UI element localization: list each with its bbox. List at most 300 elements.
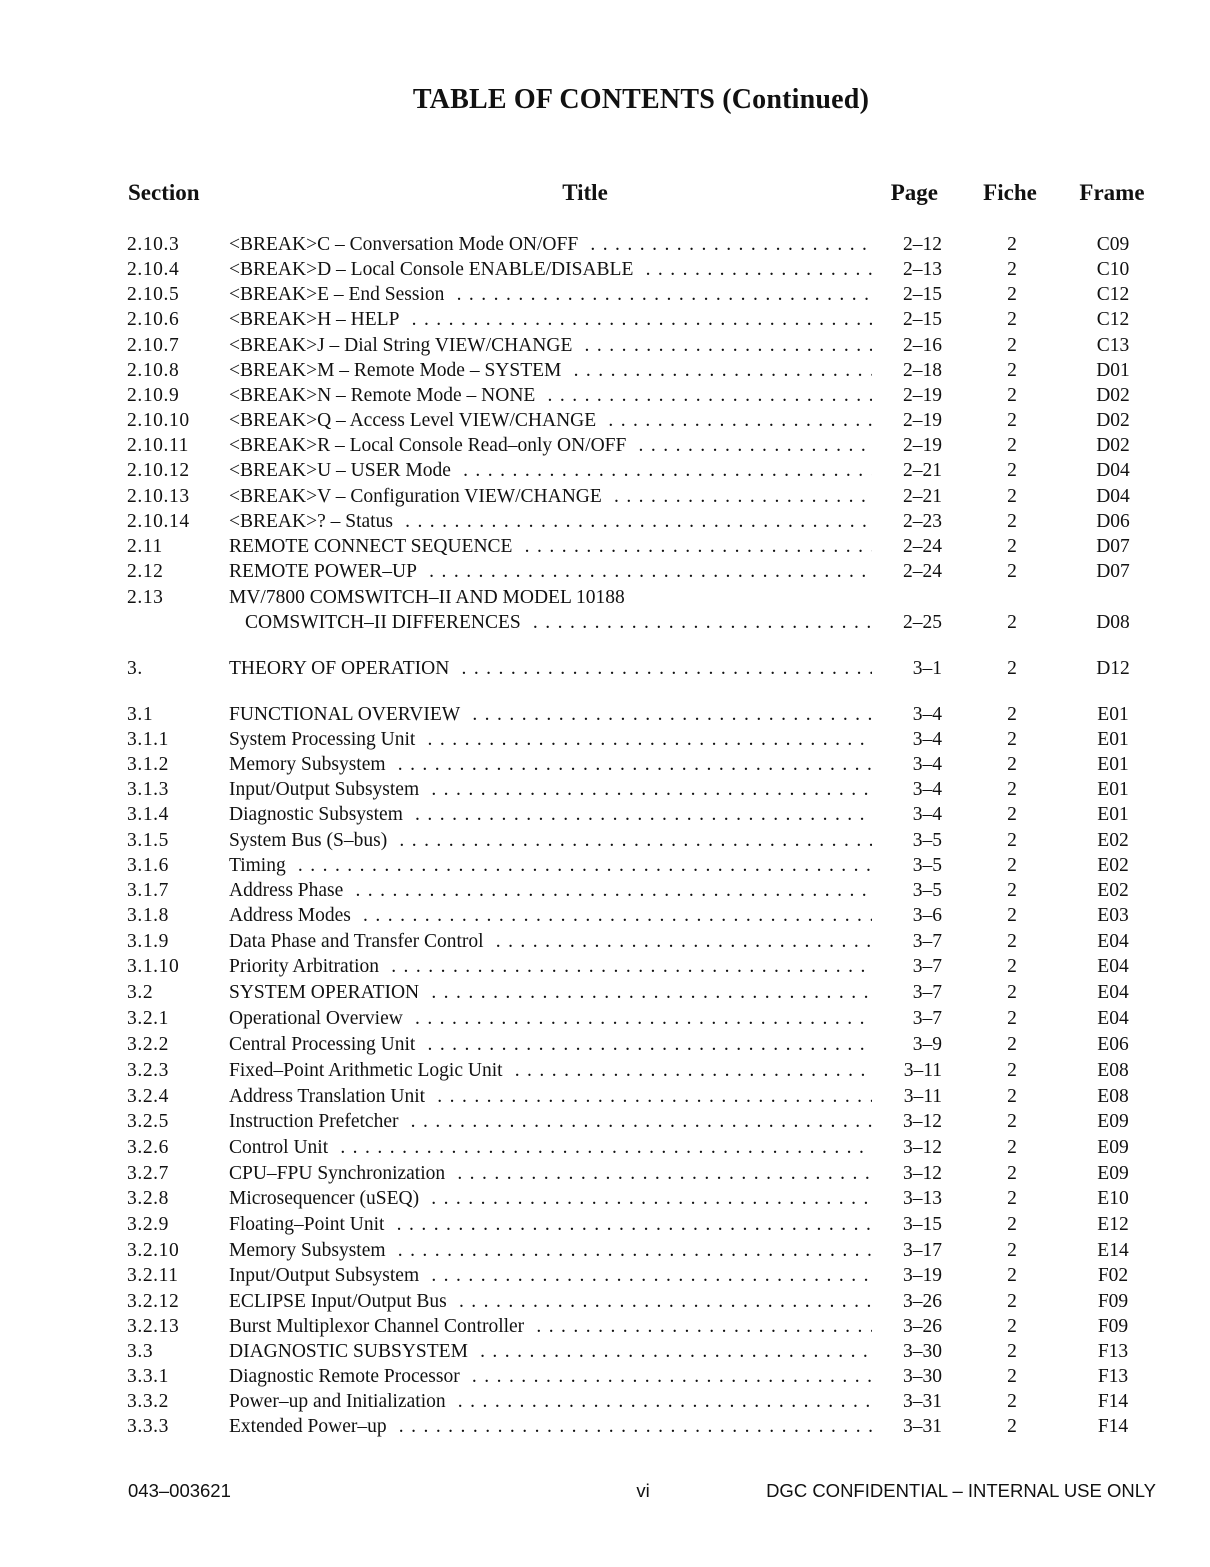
toc-fiche: 2: [1007, 511, 1017, 532]
toc-row: [0, 1239, 1210, 1263]
toc-section-number: 3.2.7: [127, 1163, 169, 1184]
toc-title: <BREAK>J – Dial String VIEW/CHANGE: [229, 335, 578, 356]
toc-fiche: 2: [1007, 658, 1017, 679]
toc-title: CPU–FPU Synchronization: [229, 1163, 451, 1184]
toc-title: Address Phase: [229, 880, 349, 901]
toc-row: [0, 703, 1210, 727]
toc-row: [0, 1415, 1210, 1439]
toc-section-number: 3.2.3: [127, 1060, 169, 1081]
toc-fiche: 2: [1007, 931, 1017, 952]
toc-fiche: 2: [1007, 284, 1017, 305]
toc-fiche: 2: [1007, 1214, 1017, 1235]
toc-title: Power–up and Initialization: [229, 1391, 452, 1412]
toc-title-cell: [229, 930, 889, 954]
toc-title: Microsequencer (uSEQ): [229, 1188, 425, 1209]
toc-frame: D07: [1096, 536, 1130, 557]
toc-frame: D02: [1096, 385, 1130, 406]
toc-fiche: 2: [1007, 435, 1017, 456]
toc-title-cell: [229, 955, 889, 979]
toc-fiche: 2: [1007, 1008, 1017, 1029]
toc-frame: C12: [1096, 309, 1130, 330]
toc-frame: E01: [1097, 729, 1129, 750]
toc-page: 2–19: [872, 434, 942, 458]
toc-section-number: 2.10.14: [127, 511, 190, 532]
toc-page: 3–30: [872, 1340, 942, 1364]
toc-page: 2–19: [872, 384, 942, 408]
toc-page: 3–11: [872, 1085, 942, 1109]
toc-section-number: 2.10.7: [127, 335, 180, 356]
toc-title-cell: [229, 409, 889, 433]
toc-page: 2–15: [872, 283, 942, 307]
toc-title: <BREAK>R – Local Console Read–only ON/OFF: [229, 435, 632, 456]
toc-section-number: 2.10.5: [127, 284, 180, 305]
toc-page: 3–17: [872, 1239, 942, 1263]
toc-page: 3–7: [872, 955, 942, 979]
toc-fiche: 2: [1007, 779, 1017, 800]
toc-page: 3–4: [872, 778, 942, 802]
toc-row: [0, 1059, 1210, 1083]
toc-fiche: 2: [1007, 259, 1017, 280]
toc-fiche: 2: [1007, 1163, 1017, 1184]
toc-fiche: 2: [1007, 410, 1017, 431]
toc-section-number: 3.1.8: [127, 905, 169, 926]
toc-row: [0, 1187, 1210, 1211]
toc-frame: E09: [1097, 1111, 1129, 1132]
toc-frame: E08: [1097, 1086, 1129, 1107]
toc-section-number: 3.1: [127, 704, 154, 725]
toc-section-number: 3.1.2: [127, 754, 169, 775]
toc-row: [0, 283, 1210, 307]
toc-section-number: 3.2.13: [127, 1316, 180, 1337]
toc-title: System Bus (S–bus): [229, 830, 393, 851]
toc-section-number: 2.10.6: [127, 309, 180, 330]
toc-title: Extended Power–up: [229, 1416, 393, 1437]
toc-row: [0, 1162, 1210, 1186]
toc-row: [0, 1315, 1210, 1339]
toc-section-number: 2.10.13: [127, 486, 190, 507]
toc-page: 2–25: [872, 611, 942, 635]
toc-frame: C10: [1096, 259, 1130, 280]
toc-title: Fixed–Point Arithmetic Logic Unit: [229, 1060, 509, 1081]
toc-title-cell: [229, 1162, 889, 1186]
toc-title: <BREAK>Q – Access Level VIEW/CHANGE: [229, 410, 602, 431]
toc-frame: E01: [1097, 779, 1129, 800]
toc-page: 3–1: [872, 657, 942, 681]
toc-frame: D07: [1096, 561, 1130, 582]
toc-row: [0, 334, 1210, 358]
toc-frame: D02: [1096, 410, 1130, 431]
toc-fiche: 2: [1007, 982, 1017, 1003]
toc-row: [0, 1213, 1210, 1237]
toc-page: 3–7: [872, 981, 942, 1005]
toc-frame: D04: [1096, 486, 1130, 507]
toc-row: [0, 1085, 1210, 1109]
toc-title-cell: [229, 1085, 889, 1109]
toc-page: 2–24: [872, 560, 942, 584]
toc-row: [0, 1007, 1210, 1031]
toc-section-number: 2.10.8: [127, 360, 180, 381]
toc-frame: E14: [1097, 1240, 1129, 1261]
toc-frame: E02: [1097, 855, 1129, 876]
toc-page: 2–21: [872, 459, 942, 483]
toc-row: [0, 854, 1210, 878]
toc-frame: F09: [1097, 1291, 1129, 1312]
toc-frame: E04: [1097, 1008, 1129, 1029]
toc-section-number: 3.1.3: [127, 779, 169, 800]
toc-title-cell: [229, 728, 889, 752]
toc-page: 3–4: [872, 703, 942, 727]
toc-row: [0, 560, 1210, 584]
toc-page: 2–21: [872, 485, 942, 509]
toc-title-cell: [229, 1290, 889, 1314]
toc-section-number: 3.2.9: [127, 1214, 169, 1235]
toc-section-number: 3.1.1: [127, 729, 169, 750]
toc-row: [0, 657, 1210, 681]
toc-frame: E01: [1097, 754, 1129, 775]
toc-title: <BREAK>C – Conversation Mode ON/OFF: [229, 234, 584, 255]
column-header-fiche: Fiche: [983, 180, 1037, 205]
toc-row: [0, 535, 1210, 559]
toc-section-number: 2.12: [127, 561, 164, 582]
toc-title-cell: [229, 1264, 889, 1288]
toc-page: 2–24: [872, 535, 942, 559]
toc-row: [0, 586, 1210, 610]
toc-frame: D06: [1096, 511, 1130, 532]
toc-row: [0, 359, 1210, 383]
toc-fiche: 2: [1007, 880, 1017, 901]
toc-row: [0, 1290, 1210, 1314]
toc-title: <BREAK>H – HELP: [229, 309, 405, 330]
toc-row: [0, 1033, 1210, 1057]
toc-title: Memory Subsystem: [229, 754, 392, 775]
toc-frame: E01: [1097, 804, 1129, 825]
toc-title: System Processing Unit: [229, 729, 421, 750]
toc-title: Input/Output Subsystem: [229, 1265, 425, 1286]
toc-page: 3–4: [872, 803, 942, 827]
toc-fiche: 2: [1007, 1291, 1017, 1312]
column-header-title: Title: [562, 180, 608, 205]
toc-title-cell: [229, 1365, 889, 1389]
toc-fiche: 2: [1007, 729, 1017, 750]
toc-title: SYSTEM OPERATION: [229, 982, 425, 1003]
toc-section-number: 3.1.10: [127, 956, 180, 977]
toc-page: 3–7: [872, 1007, 942, 1031]
toc-section-number: 3.1.6: [127, 855, 169, 876]
toc-fiche: 2: [1007, 1265, 1017, 1286]
toc-section-number: 3.2.1: [127, 1008, 169, 1029]
toc-fiche: 2: [1007, 536, 1017, 557]
toc-page: 2–18: [872, 359, 942, 383]
toc-fiche: 2: [1007, 1240, 1017, 1261]
toc-title-cell: [229, 586, 889, 610]
toc-row: [0, 1365, 1210, 1389]
toc-title-cell: [229, 485, 889, 509]
toc-page: 3–12: [872, 1110, 942, 1134]
toc-title-cell: [229, 778, 889, 802]
toc-page: 2–23: [872, 510, 942, 534]
toc-title-cell: [229, 879, 889, 903]
toc-fiche: 2: [1007, 754, 1017, 775]
toc-row: [0, 611, 1210, 635]
toc-title: <BREAK>D – Local Console ENABLE/DISABLE: [229, 259, 639, 280]
toc-title-cell: [229, 1007, 889, 1031]
toc-section-number: 3.3.3: [127, 1416, 169, 1437]
column-header-section: Section: [128, 180, 200, 205]
toc-fiche: 2: [1007, 486, 1017, 507]
toc-row: [0, 955, 1210, 979]
toc-title-cell: [229, 283, 889, 307]
toc-fiche: 2: [1007, 234, 1017, 255]
toc-frame: D08: [1096, 612, 1130, 633]
toc-title-cell: [229, 434, 889, 458]
toc-frame: C12: [1096, 284, 1130, 305]
toc-page: 3–4: [872, 753, 942, 777]
toc-row: [0, 778, 1210, 802]
toc-section-number: 3.3: [127, 1341, 154, 1362]
toc-fiche: 2: [1007, 905, 1017, 926]
toc-section-number: 3.2.5: [127, 1111, 169, 1132]
toc-title-cell: [229, 803, 889, 827]
toc-row: [0, 753, 1210, 777]
toc-section-number: 2.10.3: [127, 234, 180, 255]
toc-frame: C09: [1096, 234, 1130, 255]
toc-page: 3–31: [872, 1415, 942, 1439]
toc-page: 3–31: [872, 1390, 942, 1414]
toc-title-cell: [229, 1340, 889, 1364]
toc-title-cell: [229, 1213, 889, 1237]
toc-fiche: 2: [1007, 335, 1017, 356]
toc-row: [0, 1110, 1210, 1134]
toc-section-number: 3.1.9: [127, 931, 169, 952]
toc-page: 3–7: [872, 930, 942, 954]
toc-frame: E04: [1097, 956, 1129, 977]
toc-title: <BREAK>E – End Session: [229, 284, 450, 305]
toc-title-cell: [229, 829, 889, 853]
toc-section-number: 3.1.5: [127, 830, 169, 851]
toc-page: 3–19: [872, 1264, 942, 1288]
toc-section-number: 3.2: [127, 982, 154, 1003]
toc-frame: F13: [1097, 1366, 1129, 1387]
toc-frame: E01: [1097, 704, 1129, 725]
page-title: TABLE OF CONTENTS (Continued): [412, 84, 870, 115]
toc-frame: E02: [1097, 830, 1129, 851]
column-header-frame: Frame: [1079, 180, 1145, 205]
toc-page: 3–12: [872, 1136, 942, 1160]
toc-page: 3–26: [872, 1290, 942, 1314]
toc-fiche: 2: [1007, 1188, 1017, 1209]
toc-section-number: 3.2.8: [127, 1188, 169, 1209]
toc-fiche: 2: [1007, 855, 1017, 876]
toc-fiche: 2: [1007, 956, 1017, 977]
toc-section-number: 3.1.7: [127, 880, 169, 901]
toc-section-number: 3.2.12: [127, 1291, 180, 1312]
toc-title: Burst Multiplexor Channel Controller: [229, 1316, 530, 1337]
toc-title: Operational Overview: [229, 1008, 409, 1029]
column-header-page: Page: [890, 180, 938, 205]
toc-title-cell: [229, 904, 889, 928]
toc-title: Control Unit: [229, 1137, 334, 1158]
toc-title: ECLIPSE Input/Output Bus: [229, 1291, 453, 1312]
toc-page: 3–4: [872, 728, 942, 752]
toc-section-number: 2.10.4: [127, 259, 180, 280]
toc-row: [0, 1264, 1210, 1288]
toc-fiche: 2: [1007, 804, 1017, 825]
toc-section-number: 2.10.12: [127, 460, 190, 481]
toc-title-cell: [229, 1390, 889, 1414]
toc-title-cell: [229, 1059, 889, 1083]
toc-section-number: 3.2.2: [127, 1034, 169, 1055]
toc-fiche: 2: [1007, 1086, 1017, 1107]
toc-frame: F14: [1097, 1391, 1129, 1412]
toc-frame: E04: [1097, 931, 1129, 952]
toc-row: [0, 728, 1210, 752]
toc-title-cell: [229, 657, 889, 681]
toc-row: [0, 459, 1210, 483]
toc-frame: D01: [1096, 360, 1130, 381]
toc-title: <BREAK>U – USER Mode: [229, 460, 457, 481]
toc-title-cell: [229, 535, 889, 559]
toc-title: Address Translation Unit: [229, 1086, 431, 1107]
toc-title-cell: [229, 334, 889, 358]
toc-title-cell: [229, 1239, 889, 1263]
toc-row: [0, 510, 1210, 534]
toc-page: 3–11: [872, 1059, 942, 1083]
toc-title: <BREAK>N – Remote Mode – NONE: [229, 385, 541, 406]
toc-section-number: 3.2.10: [127, 1240, 180, 1261]
toc-title: FUNCTIONAL OVERVIEW: [229, 704, 466, 725]
toc-frame: F14: [1097, 1416, 1129, 1437]
toc-section-number: 2.10.11: [127, 435, 189, 456]
toc-page: 2–13: [872, 258, 942, 282]
toc-fiche: 2: [1007, 1316, 1017, 1337]
toc-row: [0, 803, 1210, 827]
toc-page: 3–15: [872, 1213, 942, 1237]
toc-page: 2–16: [872, 334, 942, 358]
toc-title: Instruction Prefetcher: [229, 1111, 404, 1132]
toc-title: Priority Arbitration: [229, 956, 385, 977]
toc-title-cell: [229, 703, 889, 727]
toc-row: [0, 384, 1210, 408]
toc-row: [0, 1136, 1210, 1160]
toc-page: 3–5: [872, 829, 942, 853]
toc-section-number: 3.2.4: [127, 1086, 169, 1107]
toc-section-number: 2.13: [127, 587, 164, 608]
toc-fiche: 2: [1007, 1111, 1017, 1132]
toc-section-number: 2.10.10: [127, 410, 190, 431]
toc-page: 2–12: [872, 233, 942, 257]
toc-section-number: 3.1.4: [127, 804, 169, 825]
toc-frame: C13: [1096, 335, 1130, 356]
toc-section-number: 3.2.11: [127, 1265, 179, 1286]
toc-title-cell: [229, 1033, 889, 1057]
toc-row: [0, 829, 1210, 853]
toc-title-cell: [229, 1415, 889, 1439]
toc-frame: E06: [1097, 1034, 1129, 1055]
toc-row: [0, 258, 1210, 282]
toc-page: 3–5: [872, 879, 942, 903]
toc-title-cell: [229, 981, 889, 1005]
toc-frame: E08: [1097, 1060, 1129, 1081]
toc-row: [0, 879, 1210, 903]
doc-number: 043–003621: [128, 1480, 231, 1501]
toc-frame: D04: [1096, 460, 1130, 481]
toc-frame: F02: [1097, 1265, 1129, 1286]
toc-row: [0, 981, 1210, 1005]
toc-fiche: 2: [1007, 385, 1017, 406]
toc-row: [0, 485, 1210, 509]
toc-section-number: 3.: [127, 658, 143, 679]
toc-frame: E12: [1097, 1214, 1129, 1235]
toc-title-cell: [245, 611, 889, 635]
toc-fiche: 2: [1007, 612, 1017, 633]
toc-title-cell: [229, 510, 889, 534]
toc-title-cell: [229, 854, 889, 878]
toc-title-cell: [229, 1110, 889, 1134]
toc-row: [0, 308, 1210, 332]
toc-title: Diagnostic Remote Processor: [229, 1366, 466, 1387]
toc-row: [0, 233, 1210, 257]
toc-frame: E10: [1097, 1188, 1129, 1209]
toc-frame: E09: [1097, 1163, 1129, 1184]
toc-title: Input/Output Subsystem: [229, 779, 425, 800]
toc-frame: E02: [1097, 880, 1129, 901]
toc-title: THEORY OF OPERATION: [229, 658, 455, 679]
toc-title: Floating–Point Unit: [229, 1214, 390, 1235]
toc-fiche: 2: [1007, 1366, 1017, 1387]
toc-fiche: 2: [1007, 561, 1017, 582]
toc-page: 2–15: [872, 308, 942, 332]
toc-title-cell: [229, 308, 889, 332]
toc-title: Timing: [229, 855, 292, 876]
toc-title-cell: [229, 258, 889, 282]
toc-title: Memory Subsystem: [229, 1240, 392, 1261]
toc-fiche: 2: [1007, 830, 1017, 851]
toc-fiche: 2: [1007, 309, 1017, 330]
toc-title: <BREAK>? – Status: [229, 511, 399, 532]
toc-section-number: 3.3.2: [127, 1391, 169, 1412]
toc-title: Data Phase and Transfer Control: [229, 931, 490, 952]
toc-title: <BREAK>M – Remote Mode – SYSTEM: [229, 360, 567, 381]
toc-fiche: 2: [1007, 1060, 1017, 1081]
toc-section-number: 3.2.6: [127, 1137, 169, 1158]
toc-page: 2–19: [872, 409, 942, 433]
toc-title: COMSWITCH–II DIFFERENCES: [245, 612, 527, 633]
toc-row: [0, 930, 1210, 954]
toc-fiche: 2: [1007, 1391, 1017, 1412]
toc-page: 3–12: [872, 1162, 942, 1186]
toc-fiche: 2: [1007, 360, 1017, 381]
toc-page: 3–13: [872, 1187, 942, 1211]
toc-frame: E09: [1097, 1137, 1129, 1158]
toc-section-number: 3.3.1: [127, 1366, 169, 1387]
toc-title-cell: [229, 560, 889, 584]
toc-page: 3–30: [872, 1365, 942, 1389]
toc-title: DIAGNOSTIC SUBSYSTEM: [229, 1341, 474, 1362]
toc-section-number: 2.11: [127, 536, 163, 557]
toc-fiche: 2: [1007, 1137, 1017, 1158]
toc-title-cell: [229, 233, 889, 257]
toc-frame: E03: [1097, 905, 1129, 926]
toc-frame: E04: [1097, 982, 1129, 1003]
toc-frame: D02: [1096, 435, 1130, 456]
toc-fiche: 2: [1007, 704, 1017, 725]
confidential-notice: DGC CONFIDENTIAL – INTERNAL USE ONLY: [766, 1480, 1156, 1501]
toc-title: Central Processing Unit: [229, 1034, 421, 1055]
toc-title-cell: [229, 1136, 889, 1160]
toc-row: [0, 1390, 1210, 1414]
toc-section-number: 2.10.9: [127, 385, 180, 406]
toc-row: [0, 904, 1210, 928]
